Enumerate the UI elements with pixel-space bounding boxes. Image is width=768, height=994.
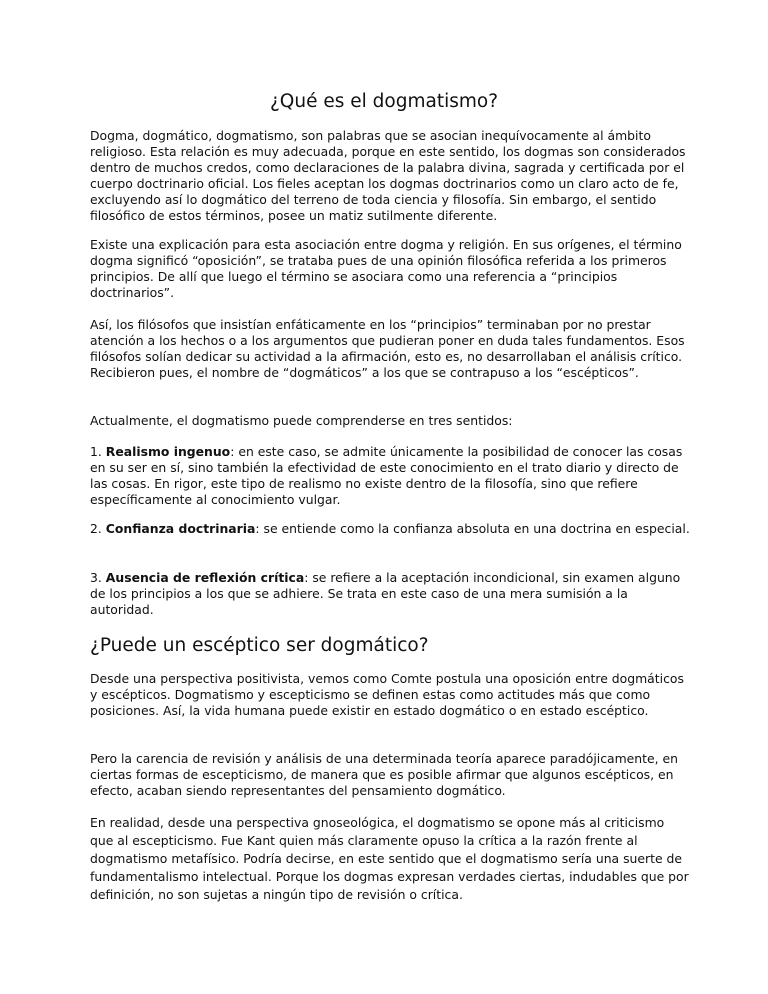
sense-item (90, 444, 690, 508)
paragraph-paradox: Pero la carencia de revisión y análisis de una determinada teoría aparece paradójicamente, en ciertas formas de escepticismo, de manera que es posible afirmar que algunos escépticos, en efecto, acaban siendo representantes del pensamiento dogmático. (90, 751, 678, 798)
paragraph-gnoseology: En realidad, desde una perspectiva gnoseológica, el dogmatismo se opone más al criticismo que al escepticismo. Fue Kant quien más claramente opuso la crítica a la razón frente al dogmatismo metafísico. Podría decirse, en este sentido que el dogmatismo sería una suerte de fundamentalismo intelectual. Porque los dogmas expresan verdades ciertas, indudables que por definición, no son sujetas a ningún tipo de revisión o crítica. (90, 815, 689, 902)
page-title: ¿Qué es el dogmatismo? (269, 91, 499, 112)
paragraph-positivism: Desde una perspectiva positivista, vemos como Comte postula una oposición entre dogmáticos y escépticos. Dogmatismo y escepticismo se definen estas como actitudes más que como posiciones. Así, la vida humana puede existir en estado dogmático o en estado escéptico. (90, 671, 684, 718)
paragraph-intro: Dogma, dogmático, dogmatismo, son palabras que se asocian inequívocamente al ámbito religioso. Esta relación es muy adecuada, porque en este sentido, los dogmas son considerados dentro de muchos credos, como declaraciones de la palabra divina, sagrada y certificada por el cuerpo doctrinario oficial. Los fieles aceptan los dogmas doctrinarios como un claro acto de fe, excluyendo así lo dogmático del terreno de toda ciencia y filosofía. Sin embargo, el sentido filosófico de estos términos, posee un matiz sutilmente diferente. (90, 128, 686, 223)
sense-term: Ausencia de reflexión crítica (105, 570, 305, 585)
sense-term: Confianza doctrinaria (105, 521, 256, 536)
sense-number: 1. (90, 444, 102, 459)
sense-term: Realismo ingenuo (105, 444, 231, 459)
sense-text: : en este caso, se admite únicamente la posibilidad de conocer las cosas en su ser en sí, sino también la efectividad de este conocimiento en el trato diario y directo de las cosas. En rigor, este tipo de realismo no existe dentro de la filosofía, sino que refiere específicamente al conocimiento vulgar. (90, 444, 683, 507)
sense-item (90, 570, 690, 618)
sense-item (90, 521, 690, 537)
sense-text: : se refiere a la aceptación incondicional, sin examen alguno de los principios a los que se adhiere. Se trata en este caso de una mera sumisión a la autoridad. (90, 570, 681, 617)
paragraph-philosophers: Así, los filósofos que insistían enfáticamente en los “principios” terminaban por no prestar atención a los hechos o a los argumentos que pudieran poner en duda tales fundamentos. Esos filósofos solían dedicar su actividad a la afirmación, esto es, no desarrollaban el análisis crítico. Recibieron pues, el nombre de “dogmáticos” a los que se contrapuso a los “escépticos”. (90, 317, 685, 380)
section-subtitle: ¿Puede un escéptico ser dogmático? (90, 635, 429, 656)
sense-text: : se entiende como la confianza absoluta en una doctrina en especial. (255, 521, 690, 536)
sense-number: 3. (90, 570, 102, 585)
paragraph-senses-intro: Actualmente, el dogmatismo puede comprenderse en tres sentidos: (90, 413, 513, 428)
paragraph-origin: Existe una explicación para esta asociación entre dogma y religión. En sus orígenes, el término dogma significó “oposición”, se trataba pues de una opinión filosófica referida a los primeros principios. De allí que luego el término se asociara como una referencia a “principios doctrinarios”. (90, 237, 682, 300)
sense-number: 2. (90, 521, 102, 536)
